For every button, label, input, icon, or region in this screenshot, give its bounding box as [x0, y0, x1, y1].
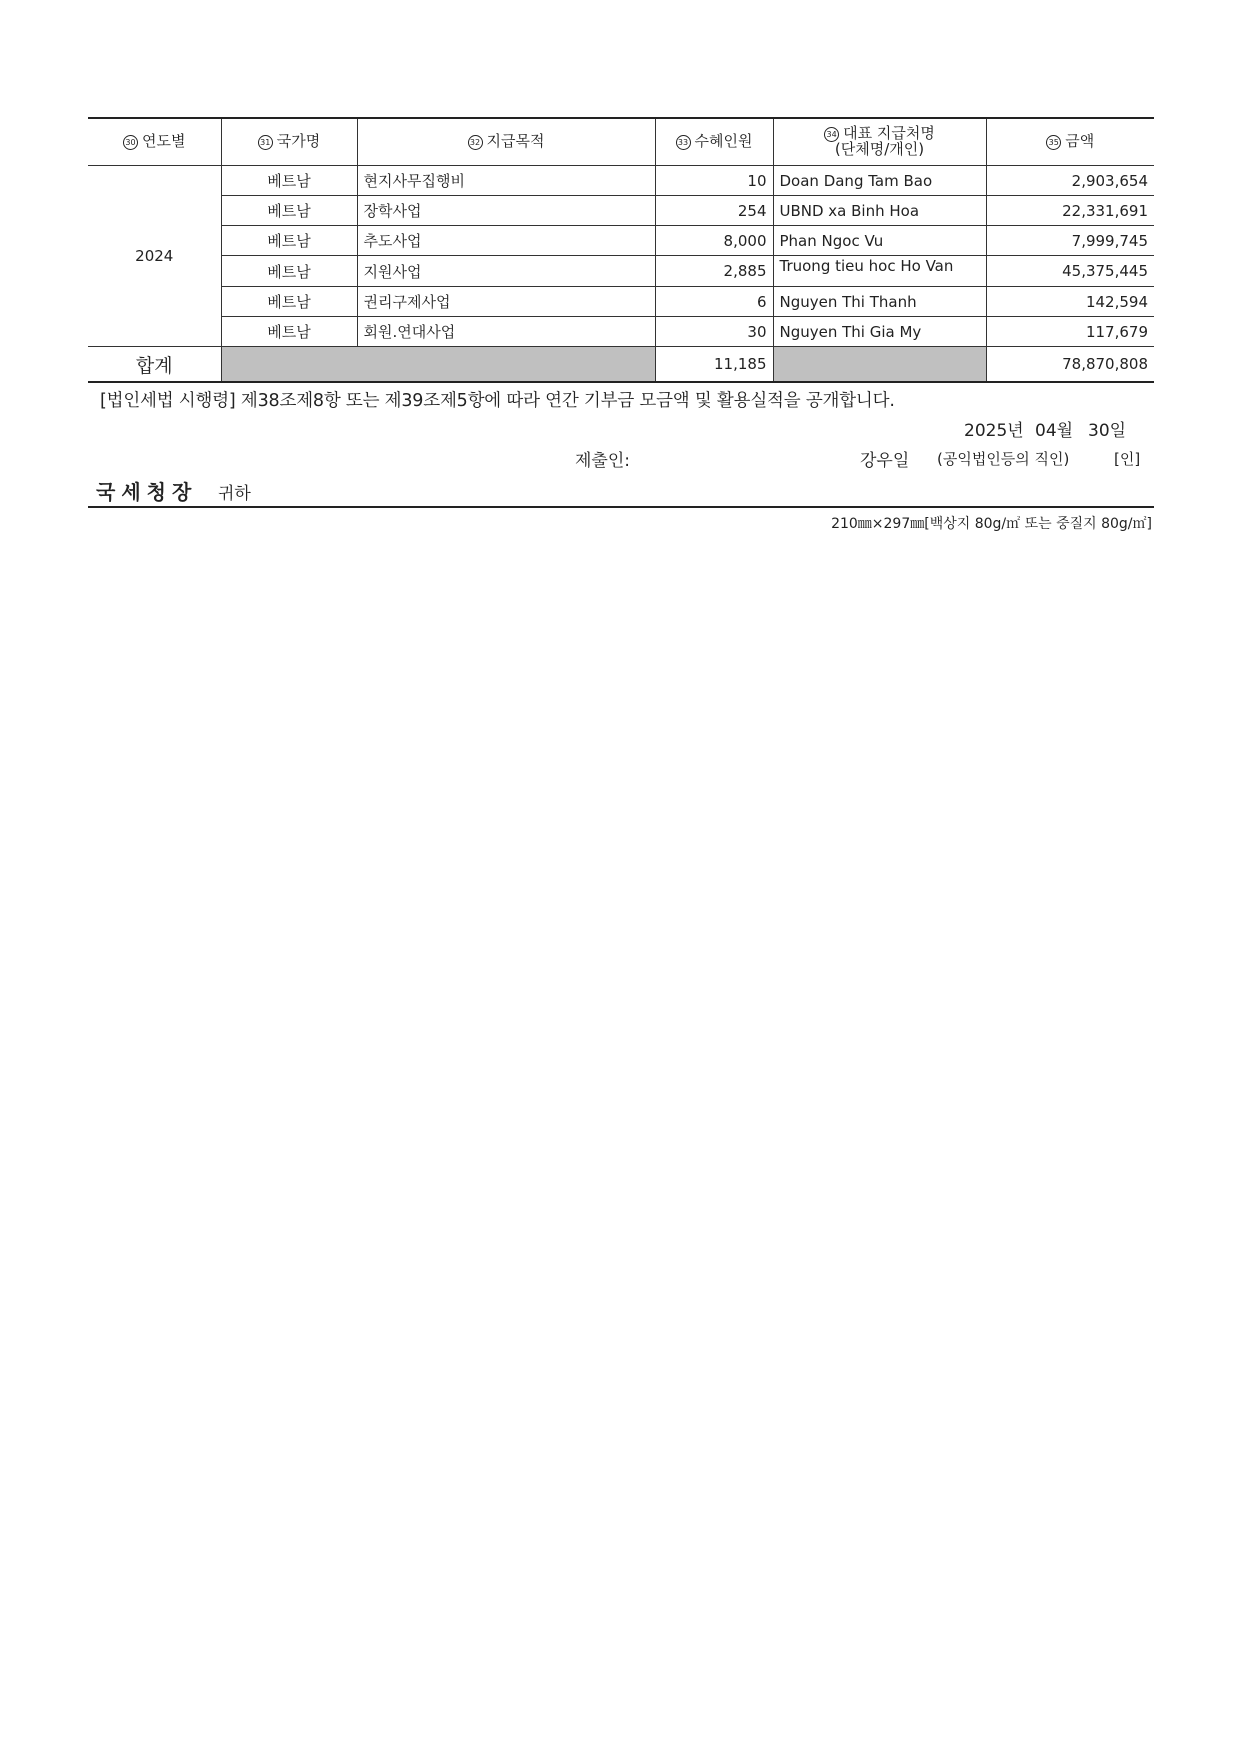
- amount-cell: 2,903,654: [986, 166, 1154, 196]
- country-cell: 베트남: [221, 226, 357, 256]
- addressee: [88, 474, 1154, 508]
- payee-cell: Truong tieu hoc Ho Van: [773, 256, 986, 287]
- purpose-cell: 지원사업: [357, 256, 655, 287]
- table-row: [88, 166, 1154, 196]
- purpose-cell: 현지사무집행비: [357, 166, 655, 196]
- circled-number: 32: [468, 135, 483, 150]
- amount-cell: 22,331,691: [986, 196, 1154, 226]
- donation-usage-table: [88, 117, 1154, 383]
- circled-number: 31: [258, 135, 273, 150]
- submitter-name: 강우일: [860, 451, 910, 471]
- beneficiaries-cell: 30: [655, 317, 773, 347]
- purpose-cell: 회원.연대사업: [357, 317, 655, 347]
- submitter-row: [88, 444, 1154, 474]
- payee-cell: Nguyen Thi Thanh: [773, 287, 986, 317]
- col-header-year: 30 연도별: [88, 118, 221, 166]
- date-year: 2025년: [964, 421, 1024, 441]
- payee-cell: UBND xa Binh Hoa: [773, 196, 986, 226]
- purpose-cell: 추도사업: [357, 226, 655, 256]
- col-header-payee: 34 대표 지급처명 (단체명/개인): [773, 118, 986, 166]
- amount-cell: 117,679: [986, 317, 1154, 347]
- beneficiaries-cell: 2,885: [655, 256, 773, 287]
- country-cell: 베트남: [221, 196, 357, 226]
- purpose-cell: 장학사업: [357, 196, 655, 226]
- country-cell: 베트남: [221, 287, 357, 317]
- circled-number: 30: [123, 135, 138, 150]
- submitter-label: 제출인:: [575, 451, 630, 471]
- paper-spec: 210㎜×297㎜[백상지 80g/㎡ 또는 중질지 80g/㎡]: [831, 516, 1152, 532]
- submission-date: [88, 412, 1154, 444]
- country-cell: 베트남: [221, 166, 357, 196]
- amount-cell: 45,375,445: [986, 256, 1154, 287]
- table-header-row: [88, 118, 1154, 166]
- col-header-amount: 35 금액: [986, 118, 1154, 166]
- date-month: 04월: [1035, 421, 1074, 441]
- legal-basis-note: [법인세법 시행령] 제38조제8항 또는 제39조제5항에 따라 연간 기부금 모금액 및 활용실적을 공개합니다.: [100, 391, 895, 411]
- payee-cell: Doan Dang Tam Bao: [773, 166, 986, 196]
- beneficiaries-cell: 10: [655, 166, 773, 196]
- country-cell: 베트남: [221, 256, 357, 287]
- col-header-country: 31 국가명: [221, 118, 357, 166]
- table-row: [88, 317, 1154, 347]
- country-cell: 베트남: [221, 317, 357, 347]
- submitter-role: (공익법인등의 직인): [937, 450, 1070, 468]
- table-row: [88, 287, 1154, 317]
- circled-number: 34: [824, 127, 839, 142]
- table-row: [88, 196, 1154, 226]
- purpose-cell: 권리구제사업: [357, 287, 655, 317]
- total-beneficiaries: 11,185: [655, 347, 773, 383]
- year-cell: 2024: [88, 166, 221, 347]
- payee-cell: Nguyen Thi Gia My: [773, 317, 986, 347]
- table-row: [88, 256, 1154, 287]
- payee-cell: Phan Ngoc Vu: [773, 226, 986, 256]
- circled-number: 33: [676, 135, 691, 150]
- shaded-cell: [773, 347, 986, 383]
- date-day: 30일: [1088, 421, 1127, 441]
- total-row: [88, 347, 1154, 383]
- addressee-honorific: 귀하: [218, 484, 251, 504]
- beneficiaries-cell: 8,000: [655, 226, 773, 256]
- addressee-name: 국세청장: [96, 480, 198, 504]
- beneficiaries-cell: 6: [655, 287, 773, 317]
- col-header-purpose: 32 지급목적: [357, 118, 655, 166]
- shaded-cell: [221, 347, 655, 383]
- total-amount: 78,870,808: [986, 347, 1154, 383]
- amount-cell: 7,999,745: [986, 226, 1154, 256]
- amount-cell: 142,594: [986, 287, 1154, 317]
- disclosure-form: [88, 117, 1154, 533]
- seal-mark: [인]: [1114, 450, 1141, 468]
- table-row: [88, 226, 1154, 256]
- total-label: 합계: [88, 347, 221, 383]
- circled-number: 35: [1046, 135, 1061, 150]
- beneficiaries-cell: 254: [655, 196, 773, 226]
- col-header-payee-sub: (단체명/개인): [834, 140, 925, 159]
- col-header-beneficiaries: 33 수혜인원: [655, 118, 773, 166]
